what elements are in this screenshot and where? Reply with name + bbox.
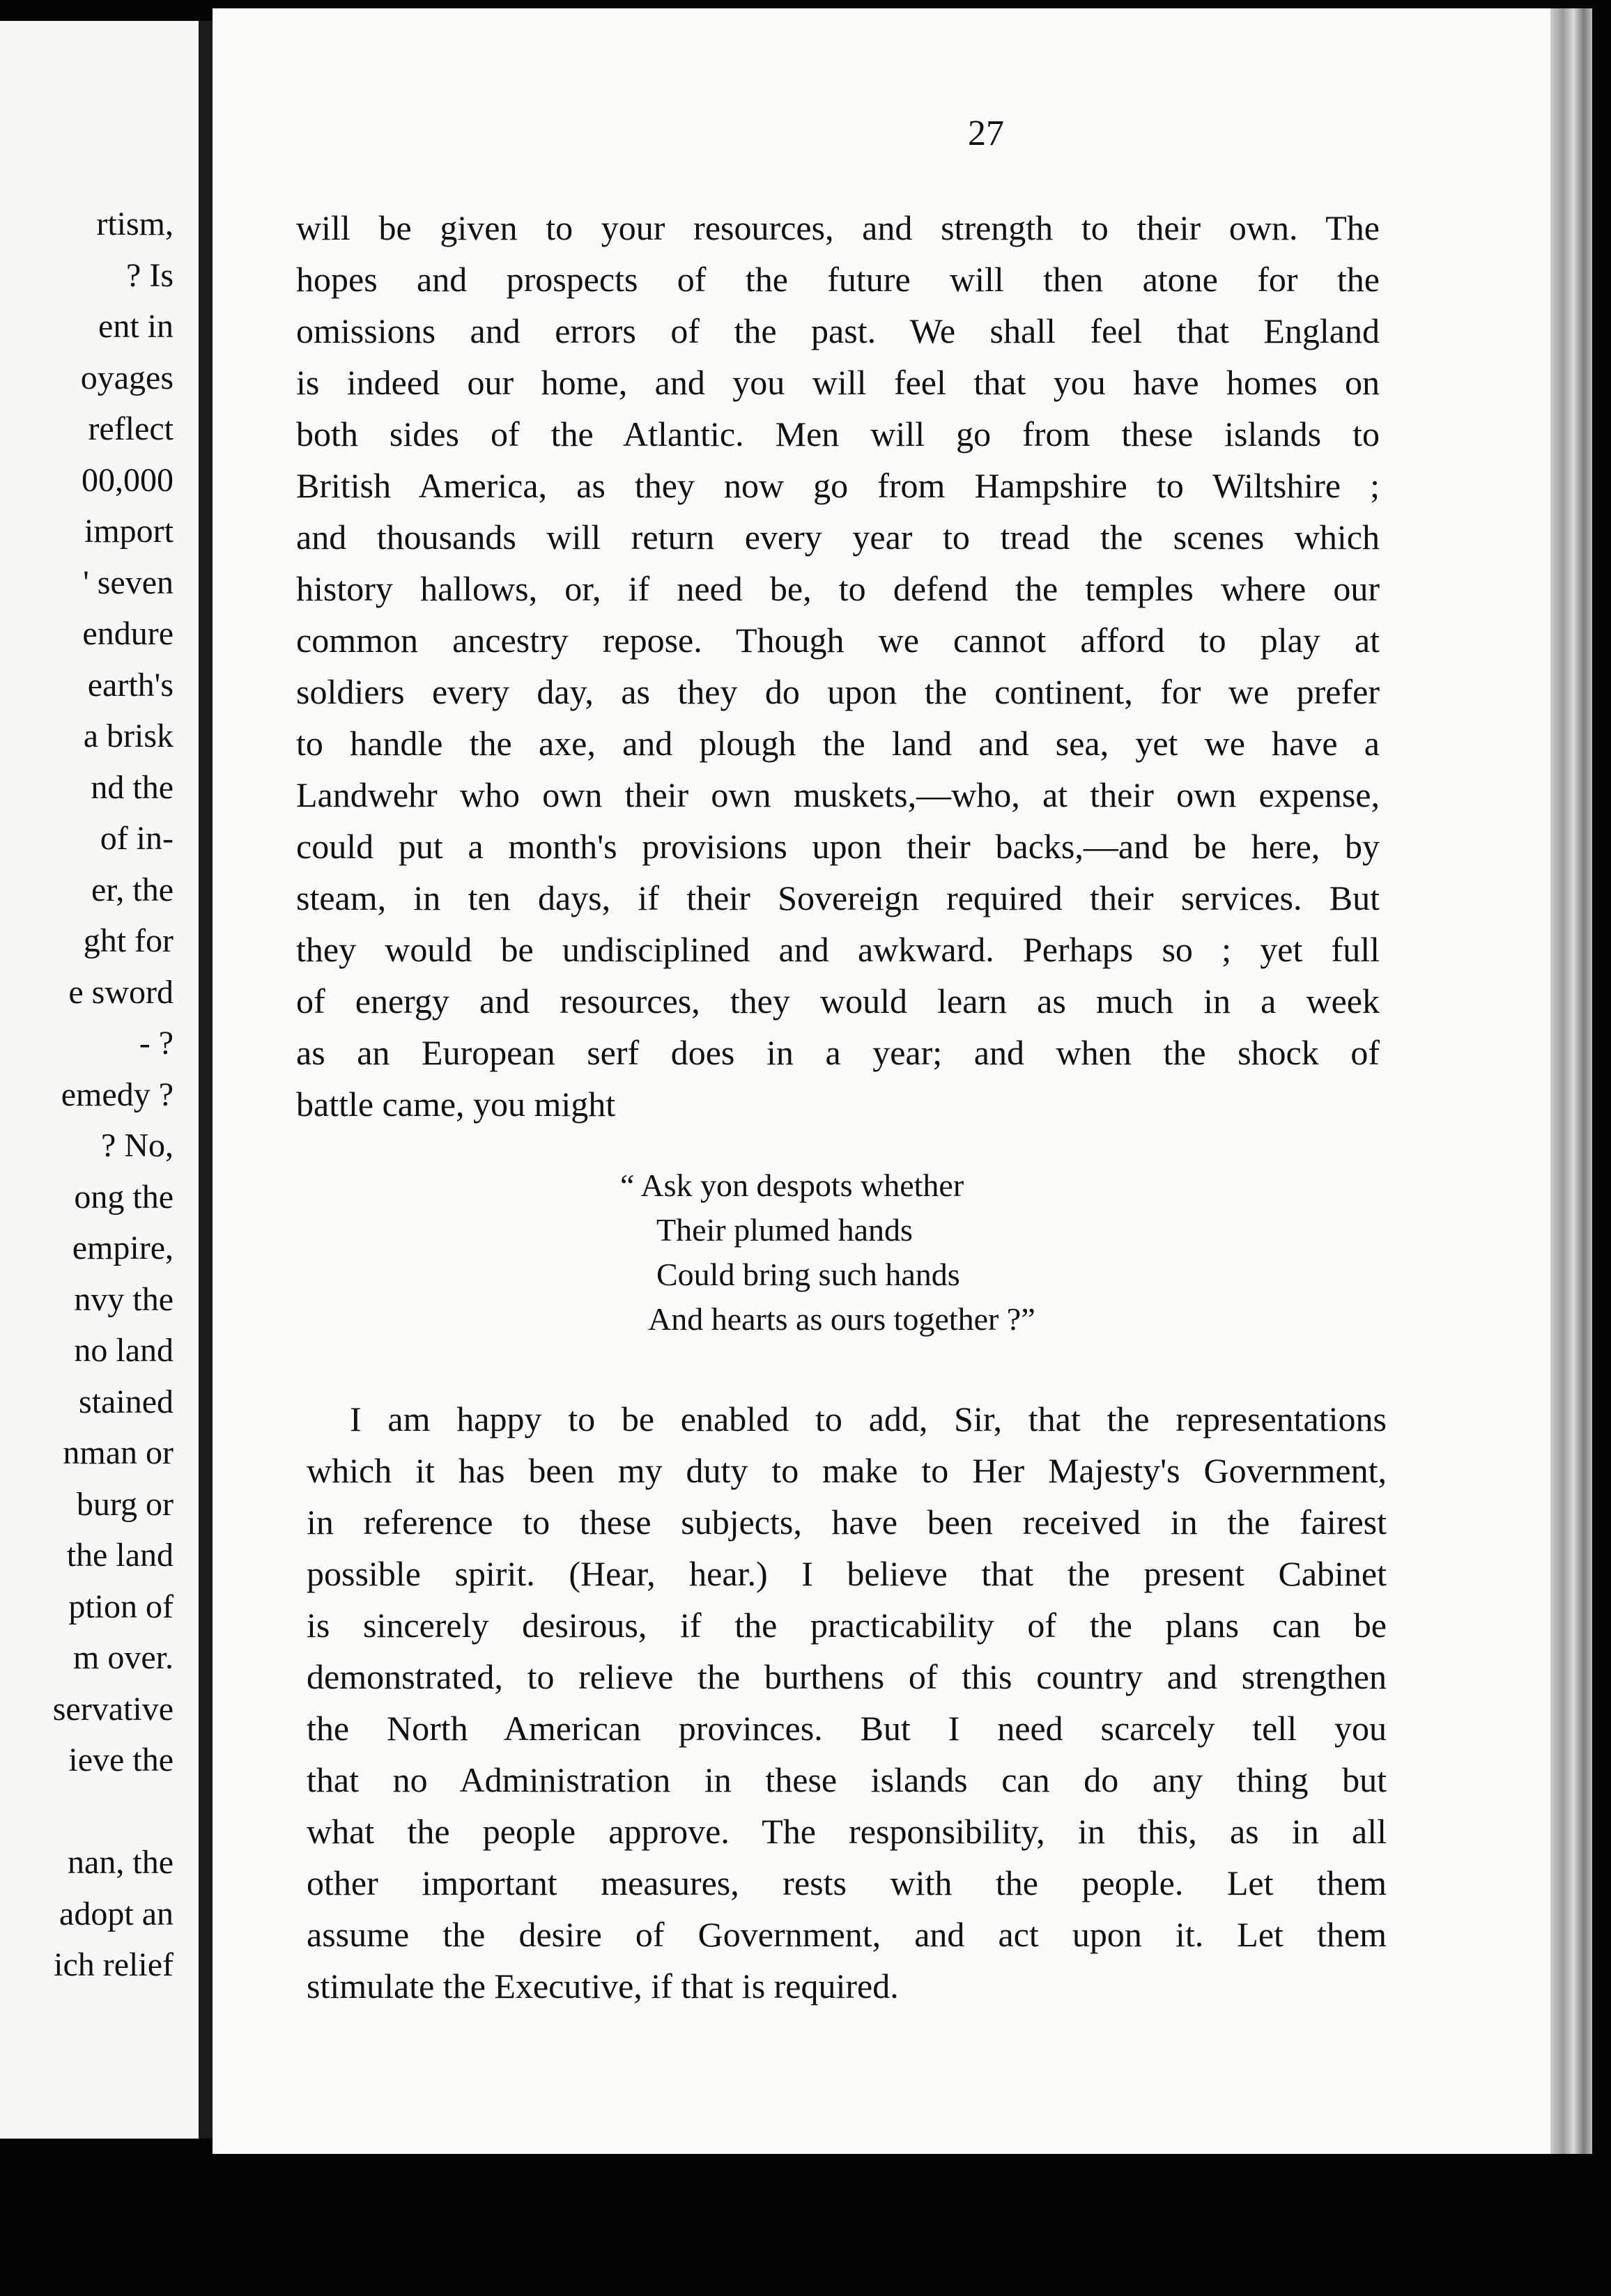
previous-page-line: servative <box>52 1690 174 1728</box>
previous-page-line: stained <box>79 1383 174 1420</box>
text-line: common ancestry repose. Though we cannot afford to play at <box>296 621 1380 660</box>
text-line: of energy and resources, they would learn as much in a week <box>296 982 1380 1021</box>
previous-page-line: ght for <box>83 922 174 959</box>
previous-page-line: nvy the <box>74 1280 174 1318</box>
verse-line: Could bring such hands <box>656 1257 960 1292</box>
verse-line: “ Ask yon despots whether <box>620 1168 964 1203</box>
previous-page-line: ong the <box>74 1178 174 1216</box>
text-line: assume the desire of Government, and act upon it. Let them <box>307 1915 1387 1954</box>
previous-page-line: nd the <box>91 768 174 806</box>
text-line: what the people approve. The responsibility, in this, as in all <box>307 1812 1387 1851</box>
text-line: is sincerely desirous, if the practicability of the plans can be <box>307 1606 1387 1645</box>
previous-page-line: no land <box>74 1332 174 1369</box>
previous-page-line: burg or <box>76 1485 174 1523</box>
text-line: British America, as they now go from Hampshire to Wiltshire ; <box>296 466 1380 505</box>
previous-page <box>0 21 199 2139</box>
previous-page-line: endure <box>82 615 174 652</box>
text-line: other important measures, rests with the people. Let them <box>307 1863 1387 1902</box>
text-line: they would be undisciplined and awkward. Perhaps so ; yet full <box>296 930 1380 969</box>
text-line: demonstrated, to relieve the burthens of this country and strengthen <box>307 1657 1387 1696</box>
previous-page-line: m over. <box>73 1639 174 1676</box>
text-line: Landwehr who own their own muskets,—who, at their own expense, <box>296 775 1380 814</box>
text-line: could put a month's provisions upon their backs,—and be here, by <box>296 827 1380 866</box>
previous-page-line: e sword <box>68 973 174 1011</box>
text-line: and thousands will return every year to tread the scenes which <box>296 518 1380 557</box>
previous-page-line: ent in <box>98 308 174 345</box>
text-line: I am happy to be enabled to add, Sir, that the representations <box>350 1399 1387 1438</box>
text-line: hopes and prospects of the future will then atone for the <box>296 260 1380 299</box>
previous-page-line: reflect <box>88 410 174 447</box>
text-line: the North American provinces. But I need scarcely tell you <box>307 1709 1387 1748</box>
previous-page-line: the land <box>66 1537 174 1574</box>
previous-page-line: nan, the <box>68 1844 174 1881</box>
text-line: steam, in ten days, if their Sovereign required their services. But <box>296 878 1380 917</box>
previous-page-line: rtism, <box>96 205 174 242</box>
text-line: battle came, you might <box>296 1085 616 1124</box>
previous-page-line: of in- <box>100 820 174 857</box>
text-line: both sides of the Atlantic. Men will go from these islands to <box>296 414 1380 453</box>
paragraph-2 <box>307 1393 1387 2012</box>
previous-page-line: a brisk <box>83 718 174 754</box>
page-edges <box>1550 8 1592 2154</box>
text-line: omissions and errors of the past. We shall feel that England <box>296 311 1380 350</box>
text-line: to handle the axe, and plough the land and sea, yet we have a <box>296 724 1380 763</box>
previous-page-line: emedy ? <box>61 1076 174 1113</box>
verse-quotation <box>620 1163 1035 1342</box>
page-number: 27 <box>968 114 1004 153</box>
text-line: is indeed our home, and you will feel that you have homes on <box>296 363 1380 402</box>
paragraph-1 <box>296 202 1380 1130</box>
verse-line: And hearts as ours together ?” <box>648 1301 1035 1337</box>
previous-page-line: ich relief <box>54 1946 174 1983</box>
text-line: as an European serf does in a year; and when the shock of <box>296 1033 1380 1072</box>
previous-page-line: nman or <box>63 1434 174 1471</box>
text-line: in reference to these subjects, have been received in the fairest <box>307 1503 1387 1542</box>
previous-page-line: adopt an <box>59 1895 174 1932</box>
book-gutter <box>199 21 213 2139</box>
text-line: soldiers every day, as they do upon the continent, for we prefer <box>296 672 1380 711</box>
verse-line: Their plumed hands <box>656 1212 913 1248</box>
previous-page-line: ? No, <box>101 1127 174 1164</box>
previous-page-line: oyages <box>80 359 174 396</box>
text-line: will be given to your resources, and strength to their own. The <box>296 208 1380 247</box>
text-line: history hallows, or, if need be, to defend the temples where our <box>296 569 1380 608</box>
previous-page-line: er, the <box>91 871 174 908</box>
previous-page-line: ption of <box>68 1588 174 1625</box>
previous-page-line: import <box>84 513 174 550</box>
previous-page-line: ? Is <box>126 256 174 294</box>
text-line: which it has been my duty to make to Her Majesty's Government, <box>307 1451 1387 1490</box>
previous-page-line: ieve the <box>68 1742 174 1778</box>
previous-page-line: earth's <box>87 666 174 704</box>
previous-page-line: - ? <box>139 1025 174 1062</box>
previous-page-line: 00,000 <box>82 461 174 499</box>
text-line: stimulate the Executive, if that is required. <box>307 1967 899 2006</box>
text-line: possible spirit. (Hear, hear.) I believe that the present Cabinet <box>307 1554 1387 1593</box>
previous-page-line: ' seven <box>83 564 174 601</box>
text-line: that no Administration in these islands can do any thing but <box>307 1760 1387 1799</box>
previous-page-line: empire, <box>72 1230 174 1266</box>
